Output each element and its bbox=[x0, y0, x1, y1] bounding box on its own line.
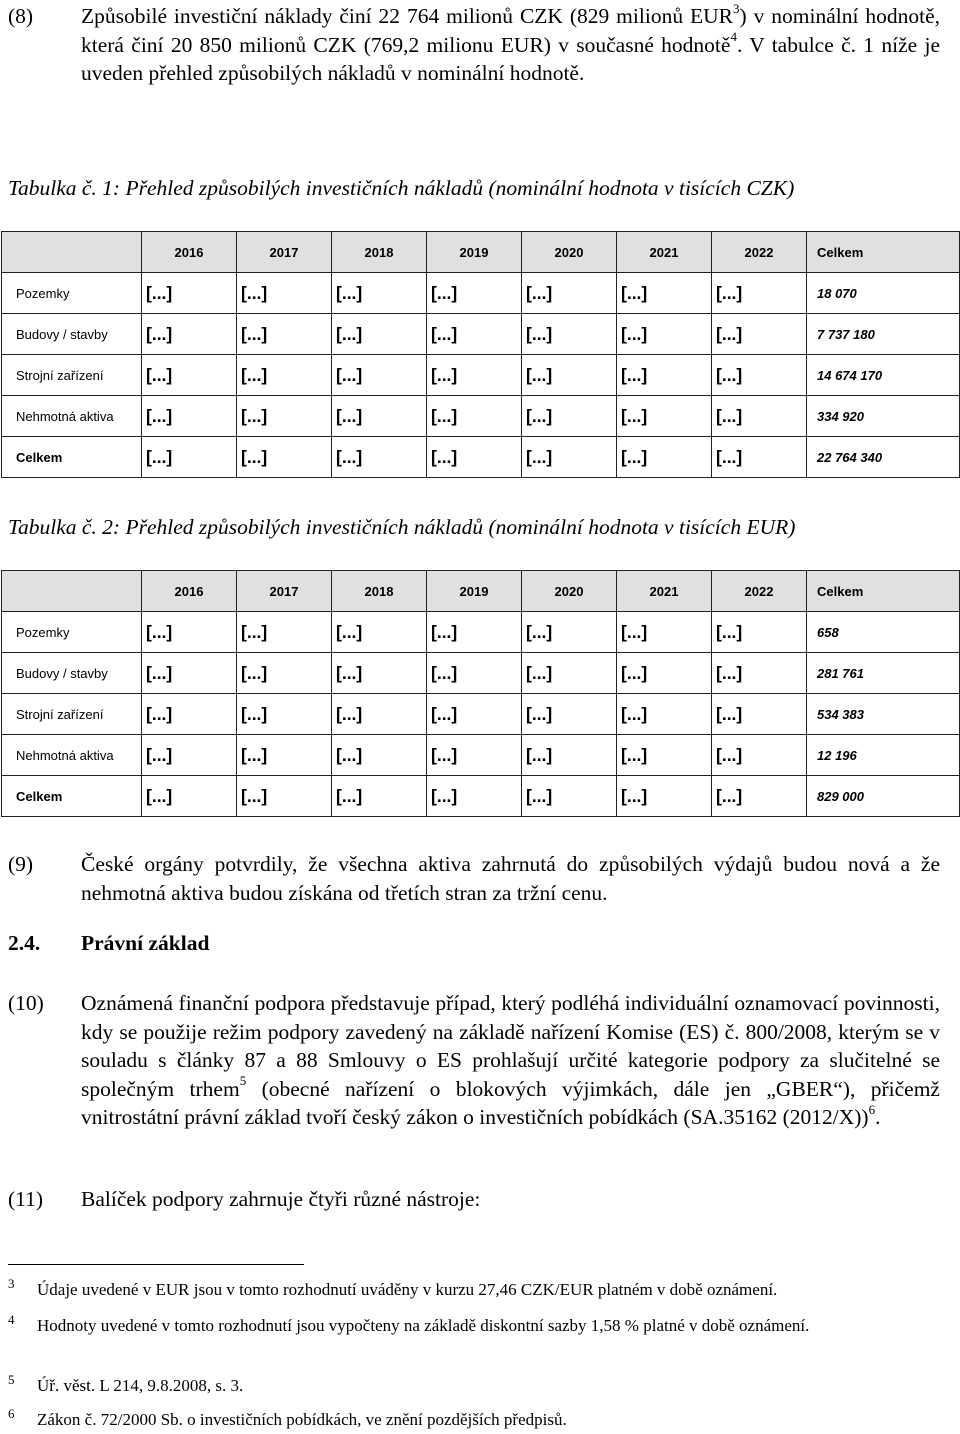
redacted-cell: [...] bbox=[617, 396, 712, 437]
redacted-cell: [...] bbox=[237, 355, 332, 396]
paragraph-10 bbox=[8, 989, 940, 1132]
redacted-cell: [...] bbox=[237, 694, 332, 735]
row-label: Nehmotná aktiva bbox=[2, 735, 142, 776]
footnote-text: Údaje uvedené v EUR jsou v tomto rozhodnutí uváděny v kurzu 27,46 CZK/EUR platném v době oznámení. bbox=[37, 1280, 778, 1299]
redacted-cell: [...] bbox=[427, 694, 522, 735]
redacted-cell: [...] bbox=[427, 396, 522, 437]
redacted-cell: [...] bbox=[427, 612, 522, 653]
redacted-cell: [...] bbox=[712, 612, 807, 653]
footnote-ref[interactable]: 6 bbox=[868, 1101, 876, 1117]
column-header: 2018 bbox=[332, 232, 427, 273]
redacted-cell: [...] bbox=[332, 735, 427, 776]
table-row bbox=[2, 314, 960, 355]
footnote-6 bbox=[8, 1408, 940, 1432]
redacted-cell: [...] bbox=[427, 273, 522, 314]
paragraph-text: České orgány potvrdily, že všechna aktiva zahrnutá do způsobilých výdajů budou nová a že nehmotná aktiva budou získána od třetích stran za tržní cenu. bbox=[81, 852, 940, 905]
redacted-cell: [...] bbox=[712, 396, 807, 437]
section-number: 2.4. bbox=[8, 931, 41, 955]
header-row bbox=[2, 232, 960, 273]
redacted-cell: [...] bbox=[617, 653, 712, 694]
column-header: Celkem bbox=[807, 232, 960, 273]
redacted-cell: [...] bbox=[712, 776, 807, 817]
redacted-cell: [...] bbox=[522, 776, 617, 817]
redacted-cell: [...] bbox=[332, 396, 427, 437]
redacted-cell: [...] bbox=[332, 694, 427, 735]
table-2 bbox=[1, 570, 960, 817]
footnote-number: 4 bbox=[8, 1312, 15, 1327]
header-blank bbox=[2, 571, 142, 612]
redacted-cell: [...] bbox=[522, 396, 617, 437]
redacted-cell: [...] bbox=[522, 437, 617, 478]
column-header: 2021 bbox=[617, 232, 712, 273]
redacted-cell: [...] bbox=[142, 273, 237, 314]
text-part: ) v nominální hodnotě, která činí 20 850 milionů CZK (769,2 milionu EUR) v současné hodnotě bbox=[81, 4, 940, 57]
redacted-cell: [...] bbox=[332, 776, 427, 817]
column-header: Celkem bbox=[807, 571, 960, 612]
footnote-text: Úř. věst. L 214, 9.8.2008, s. 3. bbox=[37, 1376, 244, 1395]
redacted-cell: [...] bbox=[237, 437, 332, 478]
column-header: 2021 bbox=[617, 571, 712, 612]
row-total: 7 737 180 bbox=[807, 314, 960, 355]
column-header: 2022 bbox=[712, 232, 807, 273]
redacted-cell: [...] bbox=[617, 355, 712, 396]
row-label: Pozemky bbox=[2, 612, 142, 653]
column-header: 2019 bbox=[427, 232, 522, 273]
footnote-ref[interactable]: 4 bbox=[730, 29, 737, 45]
redacted-cell: [...] bbox=[427, 437, 522, 478]
column-header: 2018 bbox=[332, 571, 427, 612]
footnote-number: 5 bbox=[8, 1372, 15, 1387]
redacted-cell: [...] bbox=[332, 653, 427, 694]
redacted-cell: [...] bbox=[712, 273, 807, 314]
paragraph-text bbox=[81, 2, 940, 88]
redacted-cell: [...] bbox=[617, 735, 712, 776]
redacted-cell: [...] bbox=[332, 437, 427, 478]
redacted-cell: [...] bbox=[712, 355, 807, 396]
redacted-cell: [...] bbox=[427, 355, 522, 396]
redacted-cell: [...] bbox=[427, 776, 522, 817]
table-row bbox=[2, 612, 960, 653]
paragraph-11 bbox=[8, 1185, 940, 1214]
row-total: 12 196 bbox=[807, 735, 960, 776]
row-label: Strojní zařízení bbox=[2, 355, 142, 396]
redacted-cell: [...] bbox=[332, 273, 427, 314]
footnote-separator bbox=[8, 1264, 304, 1265]
redacted-cell: [...] bbox=[142, 694, 237, 735]
paragraph-text bbox=[81, 989, 940, 1132]
redacted-cell: [...] bbox=[522, 612, 617, 653]
redacted-cell: [...] bbox=[522, 694, 617, 735]
table-1-caption: Tabulka č. 1: Přehled způsobilých investičních nákladů (nominální hodnota v tisících CZK) bbox=[8, 176, 795, 200]
column-header: 2022 bbox=[712, 571, 807, 612]
table-row bbox=[2, 694, 960, 735]
redacted-cell: [...] bbox=[237, 396, 332, 437]
footnote-5 bbox=[8, 1374, 940, 1398]
column-header: 2019 bbox=[427, 571, 522, 612]
redacted-cell: [...] bbox=[522, 653, 617, 694]
redacted-cell: [...] bbox=[522, 314, 617, 355]
footnote-text: Hodnoty uvedené v tomto rozhodnutí jsou vypočteny na základě diskontní sazby 1,58 % platné v době oznámení. bbox=[37, 1316, 810, 1335]
text-part: Oznámená finanční podpora představuje případ, který podléhá individuální oznamovací povinnosti, kdy se použije režim podpory zavedený na základě nařízení Komise (ES) č. 800/2008, kterým se v souladu s články 87 a 88 Smlouvy o ES prohlašují určité kategorie podpory za slučitelné se společným trhem bbox=[81, 991, 940, 1101]
redacted-cell: [...] bbox=[522, 273, 617, 314]
redacted-cell: [...] bbox=[332, 355, 427, 396]
redacted-cell: [...] bbox=[237, 653, 332, 694]
column-header: 2017 bbox=[237, 232, 332, 273]
footnote-number: 6 bbox=[8, 1406, 15, 1421]
column-header: 2020 bbox=[522, 571, 617, 612]
row-total: 22 764 340 bbox=[807, 437, 960, 478]
column-header: 2017 bbox=[237, 571, 332, 612]
redacted-cell: [...] bbox=[427, 735, 522, 776]
redacted-cell: [...] bbox=[332, 314, 427, 355]
redacted-cell: [...] bbox=[332, 612, 427, 653]
redacted-cell: [...] bbox=[142, 612, 237, 653]
row-label: Nehmotná aktiva bbox=[2, 396, 142, 437]
section-heading bbox=[8, 931, 210, 956]
row-total: 658 bbox=[807, 612, 960, 653]
redacted-cell: [...] bbox=[522, 735, 617, 776]
column-header: 2016 bbox=[142, 232, 237, 273]
redacted-cell: [...] bbox=[142, 396, 237, 437]
row-total: 14 674 170 bbox=[807, 355, 960, 396]
footnote-ref[interactable]: 5 bbox=[239, 1073, 247, 1089]
redacted-cell: [...] bbox=[617, 776, 712, 817]
redacted-cell: [...] bbox=[712, 694, 807, 735]
text-part: . bbox=[875, 1105, 881, 1129]
column-header: 2020 bbox=[522, 232, 617, 273]
text-part: (obecné nařízení o blokových výjimkách, dále jen „GBER“), přičemž vnitrostátní právní základ tvoří český zákon o investičních pobídkách (SA.35162 (2012/X)) bbox=[81, 1076, 940, 1129]
paragraph-number: (8) bbox=[8, 4, 34, 28]
redacted-cell: [...] bbox=[617, 314, 712, 355]
row-total: 829 000 bbox=[807, 776, 960, 817]
redacted-cell: [...] bbox=[237, 314, 332, 355]
footnote-4 bbox=[8, 1314, 940, 1338]
redacted-cell: [...] bbox=[617, 612, 712, 653]
redacted-cell: [...] bbox=[142, 776, 237, 817]
section-title: Právní základ bbox=[81, 931, 210, 955]
footnote-text: Zákon č. 72/2000 Sb. o investičních pobídkách, ve znění pozdějších předpisů. bbox=[37, 1410, 567, 1429]
table-row bbox=[2, 735, 960, 776]
redacted-cell: [...] bbox=[617, 273, 712, 314]
redacted-cell: [...] bbox=[237, 612, 332, 653]
redacted-cell: [...] bbox=[237, 776, 332, 817]
redacted-cell: [...] bbox=[427, 653, 522, 694]
redacted-cell: [...] bbox=[142, 653, 237, 694]
footnote-ref[interactable]: 3 bbox=[733, 0, 740, 16]
redacted-cell: [...] bbox=[712, 314, 807, 355]
redacted-cell: [...] bbox=[237, 735, 332, 776]
table-row bbox=[2, 355, 960, 396]
row-label: Celkem bbox=[2, 776, 142, 817]
paragraph-number: (11) bbox=[8, 1187, 44, 1211]
row-total: 281 761 bbox=[807, 653, 960, 694]
table-row bbox=[2, 273, 960, 314]
table-row bbox=[2, 437, 960, 478]
row-label: Celkem bbox=[2, 437, 142, 478]
paragraph-text: Balíček podpory zahrnuje čtyři různé nástroje: bbox=[81, 1187, 481, 1211]
row-label: Budovy / stavby bbox=[2, 314, 142, 355]
redacted-cell: [...] bbox=[142, 314, 237, 355]
row-label: Strojní zařízení bbox=[2, 694, 142, 735]
redacted-cell: [...] bbox=[142, 437, 237, 478]
table-row bbox=[2, 776, 960, 817]
redacted-cell: [...] bbox=[237, 273, 332, 314]
table-2-caption: Tabulka č. 2: Přehled způsobilých investičních nákladů (nominální hodnota v tisících EUR) bbox=[8, 515, 796, 539]
redacted-cell: [...] bbox=[427, 314, 522, 355]
row-label: Budovy / stavby bbox=[2, 653, 142, 694]
paragraph-number: (9) bbox=[8, 852, 34, 876]
paragraph-number: (10) bbox=[8, 991, 44, 1015]
row-total: 534 383 bbox=[807, 694, 960, 735]
redacted-cell: [...] bbox=[712, 735, 807, 776]
text-part: . V tabulce č. 1 níže je uveden přehled způsobilých nákladů v nominální hodnotě. bbox=[81, 32, 940, 85]
footnote-number: 3 bbox=[8, 1276, 15, 1291]
table-1 bbox=[1, 231, 960, 478]
header-row bbox=[2, 571, 960, 612]
redacted-cell: [...] bbox=[142, 355, 237, 396]
redacted-cell: [...] bbox=[522, 355, 617, 396]
paragraph-9 bbox=[8, 850, 940, 907]
table-row bbox=[2, 653, 960, 694]
redacted-cell: [...] bbox=[617, 694, 712, 735]
row-total: 334 920 bbox=[807, 396, 960, 437]
redacted-cell: [...] bbox=[142, 735, 237, 776]
footnote-3 bbox=[8, 1278, 940, 1302]
paragraph-8 bbox=[8, 2, 940, 88]
table-row bbox=[2, 396, 960, 437]
text-part: Způsobilé investiční náklady činí 22 764 milionů CZK (829 milionů EUR bbox=[81, 4, 733, 28]
redacted-cell: [...] bbox=[617, 437, 712, 478]
row-label: Pozemky bbox=[2, 273, 142, 314]
row-total: 18 070 bbox=[807, 273, 960, 314]
header-blank bbox=[2, 232, 142, 273]
column-header: 2016 bbox=[142, 571, 237, 612]
redacted-cell: [...] bbox=[712, 437, 807, 478]
redacted-cell: [...] bbox=[712, 653, 807, 694]
